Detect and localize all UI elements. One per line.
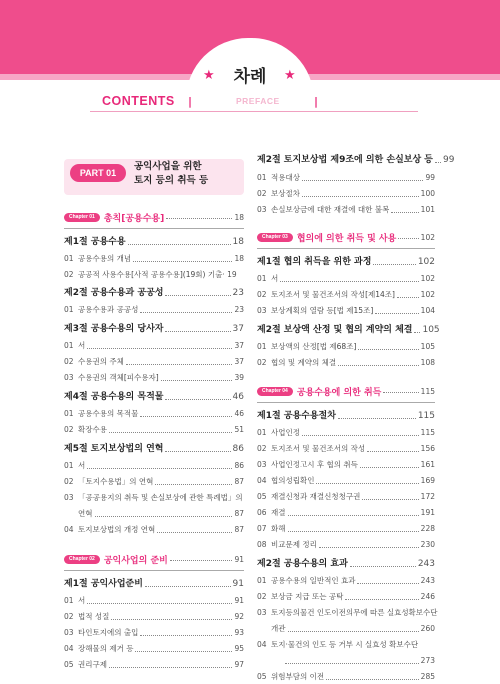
toc-item[interactable] <box>257 672 435 682</box>
item-number: 02 <box>64 425 74 434</box>
divider <box>64 228 244 229</box>
leader-dots <box>288 515 419 516</box>
page-number: 108 <box>420 358 435 367</box>
page-title: 차례 <box>233 67 267 87</box>
leader-dots <box>165 399 230 400</box>
leader-dots <box>145 586 231 587</box>
leader-dots <box>109 667 232 668</box>
leader-dots <box>398 238 418 239</box>
section-title: 제1절 공용수용절차 <box>257 411 336 421</box>
page-number: 191 <box>420 508 435 517</box>
part-title-line: 토지 등의 취득 등 <box>134 175 209 186</box>
page-number: 172 <box>420 492 435 501</box>
page-number: 18 <box>232 237 244 247</box>
toc-item[interactable] <box>257 444 435 454</box>
item-title: 재결신청과 재결신청청구권 <box>271 492 361 501</box>
toc-left-column <box>64 211 244 670</box>
item-number: 01 <box>257 342 267 351</box>
chapter-title: 공익사업의 준비 <box>103 555 168 566</box>
item-title: 연혁 <box>78 509 93 518</box>
leader-dots <box>285 663 419 664</box>
leader-dots <box>288 531 419 532</box>
item-number: 04 <box>257 476 267 485</box>
leader-dots <box>126 364 233 365</box>
divider <box>257 248 435 249</box>
divider <box>64 570 244 571</box>
leader-dots <box>383 392 418 393</box>
star-icon: ★ <box>203 68 215 83</box>
chapter-badge: Chapter 02 <box>64 555 100 564</box>
part-title-line: 공익사업을 위한 <box>134 161 202 172</box>
item-title: 공공적 사용수용[사적 공용수용](19회) 기출 <box>78 270 223 279</box>
item-number: 02 <box>257 444 267 453</box>
page-number: 102 <box>420 290 435 299</box>
item-number: 07 <box>257 524 267 533</box>
item-title: 재결 <box>271 508 286 517</box>
toc-chapter[interactable] <box>257 231 435 243</box>
page-number: 228 <box>420 524 435 533</box>
leader-dots <box>414 332 420 333</box>
page-number: 243 <box>420 576 435 585</box>
leader-dots <box>362 499 418 500</box>
page-number: 37 <box>234 341 244 350</box>
toc-item[interactable] <box>257 306 435 316</box>
item-number: 04 <box>64 525 74 534</box>
section-title: 제1절 공용수용 <box>64 237 126 247</box>
leader-dots <box>109 432 232 433</box>
page-number: 115 <box>420 428 435 437</box>
toc-item[interactable] <box>257 342 435 352</box>
item-number: 03 <box>64 628 74 637</box>
item-number: 02 <box>64 612 74 621</box>
item-title: 토지등의물건 인도이전의무에 따른 실효성확보수단 <box>271 608 438 617</box>
page-number: 99 <box>443 155 455 165</box>
item-title: 토지·물건의 인도 등 거부 시 실효성 확보수단 <box>271 640 419 649</box>
item-number: 03 <box>257 306 267 315</box>
item-number: 04 <box>64 644 74 653</box>
leader-dots <box>302 180 423 181</box>
item-title: 적용대상 <box>271 173 300 182</box>
item-title: 화해 <box>271 524 286 533</box>
leader-dots <box>166 218 232 219</box>
leader-dots <box>367 451 419 452</box>
leader-dots <box>87 468 232 469</box>
toc-chapter[interactable] <box>64 211 244 223</box>
toc-item[interactable] <box>64 409 244 419</box>
leader-dots <box>350 566 416 567</box>
item-number: 02 <box>64 477 74 486</box>
leader-dots <box>345 599 418 600</box>
leader-dots <box>360 467 419 468</box>
item-number: 01 <box>64 305 74 314</box>
page-number: 102 <box>420 232 435 242</box>
toc-item[interactable] <box>257 656 435 666</box>
item-title: 토지조서 및 물건조서의 작성[제14조] <box>271 290 395 299</box>
page-number: 18 <box>234 212 244 222</box>
chapter-title: 총칙[공용수용] <box>103 213 165 224</box>
leader-dots <box>140 312 232 313</box>
item-title: 확장수용 <box>78 425 107 434</box>
item-title: 비교문제 정리 <box>271 540 317 549</box>
chapter-title: 공용수용에 의한 취득 <box>296 387 382 398</box>
section-title: 제4절 공용수용의 목적물 <box>64 392 164 402</box>
item-title: 「공공용지의 취득 및 손실보상에 관한 특례법」의 <box>78 493 243 502</box>
item-number: 01 <box>257 274 267 283</box>
leader-dots <box>302 196 419 197</box>
item-title: 사업인정고시 후 협의 취득 <box>271 460 358 469</box>
item-title: 보상액의 산정[법 제68조] <box>271 342 357 351</box>
leader-dots <box>397 297 419 298</box>
page-number: 39 <box>234 373 244 382</box>
leader-dots <box>288 631 419 632</box>
toc-item[interactable] <box>64 612 244 622</box>
toc-item[interactable] <box>257 608 438 618</box>
page-number: 37 <box>234 357 244 366</box>
section-title: 제2절 토지보상법 제9조에 의한 손실보상 등 <box>257 155 433 165</box>
page-number: 87 <box>234 509 244 518</box>
item-number: 02 <box>64 357 74 366</box>
toc-item[interactable] <box>257 624 435 634</box>
section-title: 제2절 보상액 산정 및 협의 계약의 체결 <box>257 325 413 335</box>
item-title: 타인토지에의 출입 <box>78 628 139 637</box>
toc-item[interactable] <box>64 305 244 315</box>
item-title: 서 <box>271 274 279 283</box>
item-title: 개관 <box>271 624 286 633</box>
item-title: 공용수용의 개념 <box>78 254 132 263</box>
leader-dots <box>280 281 418 282</box>
leader-dots <box>140 635 232 636</box>
item-title: 보상계획의 열람 등[법 제15조] <box>271 306 374 315</box>
page-number: 102 <box>420 274 435 283</box>
page-number: 102 <box>417 257 435 267</box>
item-title: 수용권의 주체 <box>78 357 124 366</box>
toc-item[interactable] <box>257 460 435 470</box>
item-number: 01 <box>257 173 267 182</box>
item-title: 공용수용과 공공성 <box>78 305 139 314</box>
page-number: 91 <box>234 554 244 564</box>
leader-dots <box>435 162 441 163</box>
leader-dots <box>375 313 418 314</box>
item-number: 08 <box>257 540 267 549</box>
nav-preface[interactable]: PREFACE <box>236 96 280 106</box>
leader-dots <box>326 679 419 680</box>
item-title: 손실보상금에 대한 재결에 대한 불복 <box>271 205 390 214</box>
item-title: 토지보상법의 개정 연혁 <box>78 525 156 534</box>
leader-dots <box>391 212 418 213</box>
toc-item[interactable] <box>257 540 435 550</box>
toc-item[interactable] <box>257 358 435 368</box>
page-number: 161 <box>420 460 435 469</box>
item-number: 03 <box>257 608 267 617</box>
leader-dots <box>319 547 419 548</box>
toc-item[interactable] <box>257 476 435 486</box>
page-number: 104 <box>420 306 435 315</box>
toc-item[interactable] <box>64 425 244 435</box>
leader-dots <box>357 583 418 584</box>
toc-section[interactable] <box>257 411 435 421</box>
leader-dots <box>165 295 230 296</box>
item-number: 03 <box>64 373 74 382</box>
page-number: 156 <box>420 444 435 453</box>
page-number: 115 <box>417 411 435 421</box>
toc-item[interactable] <box>257 428 435 438</box>
page-number: 86 <box>234 461 244 470</box>
toc-item[interactable] <box>64 596 244 606</box>
page-number: 230 <box>420 540 435 549</box>
item-number: 01 <box>64 341 74 350</box>
item-number: 01 <box>64 409 74 418</box>
leader-dots <box>161 380 233 381</box>
toc-section[interactable] <box>257 155 455 165</box>
page-number: 99 <box>425 173 435 182</box>
nav-contents[interactable]: CONTENTS <box>102 94 175 108</box>
page-number: 51 <box>234 425 244 434</box>
section-title: 제2절 공용수용과 공공성 <box>64 288 164 298</box>
item-number: 02 <box>257 290 267 299</box>
toc-item[interactable] <box>257 508 435 518</box>
chapter-title: 협의에 의한 취득 및 사용 <box>296 233 397 244</box>
section-title: 제5절 토지보상법의 연혁 <box>64 444 164 454</box>
toc-chapter[interactable] <box>64 553 244 565</box>
page-number: 105 <box>420 342 435 351</box>
page-number: 23 <box>232 288 244 298</box>
item-number: 01 <box>257 576 267 585</box>
item-title: 협의성립확인 <box>271 476 315 485</box>
leader-dots <box>170 560 233 561</box>
item-title: 협의 및 계약의 체결 <box>271 358 337 367</box>
section-title: 제1절 공익사업준비 <box>64 579 143 589</box>
page-number: 92 <box>234 612 244 621</box>
item-title: 서 <box>78 596 86 605</box>
toc-section[interactable] <box>64 392 244 402</box>
item-title: 서 <box>78 461 86 470</box>
item-number: 02 <box>64 270 74 279</box>
item-title: 서 <box>78 341 86 350</box>
page-number: 18 <box>234 254 244 263</box>
page-number: 87 <box>234 525 244 534</box>
part-label: PART 01 <box>70 164 126 182</box>
toc-item[interactable] <box>64 341 244 351</box>
leader-dots <box>338 418 416 419</box>
item-number: 06 <box>257 508 267 517</box>
leader-dots <box>165 331 230 332</box>
page-number: 285 <box>420 672 435 681</box>
toc-section[interactable] <box>257 257 435 267</box>
item-title: 보상절차 <box>271 189 300 198</box>
section-title: 제2절 공용수용의 효과 <box>257 559 348 569</box>
page-number: 86 <box>232 444 244 454</box>
leader-dots <box>316 483 418 484</box>
toc-section[interactable] <box>257 325 440 335</box>
star-icon: ★ <box>284 68 296 83</box>
item-number: 01 <box>257 428 267 437</box>
toc-item[interactable] <box>257 290 435 300</box>
chapter-badge: Chapter 03 <box>257 233 293 242</box>
chapter-badge: Chapter 04 <box>257 387 293 396</box>
page-number: 260 <box>420 624 435 633</box>
page-number: 115 <box>420 386 435 396</box>
page-number: 101 <box>420 205 435 214</box>
leader-dots <box>165 451 230 452</box>
toc-section[interactable] <box>64 237 244 247</box>
item-number: 01 <box>64 596 74 605</box>
toc-item[interactable] <box>257 524 435 534</box>
chapter-badge: Chapter 01 <box>64 213 100 222</box>
page-number: 243 <box>417 559 435 569</box>
toc-item[interactable] <box>257 274 435 284</box>
toc-item[interactable] <box>257 640 435 650</box>
page-number: 46 <box>232 392 244 402</box>
page-number: 273 <box>420 656 435 665</box>
page-number: 46 <box>234 409 244 418</box>
part-title <box>134 160 244 188</box>
leader-dots <box>87 603 232 604</box>
item-title: 공용수용의 목적물 <box>78 409 139 418</box>
toc-item[interactable] <box>64 628 244 638</box>
leader-dots <box>302 435 419 436</box>
page-number: 169 <box>420 476 435 485</box>
toc-item[interactable] <box>257 189 435 199</box>
toc-item[interactable] <box>64 254 244 264</box>
toc-section[interactable] <box>64 444 244 454</box>
toc-section[interactable] <box>64 288 244 298</box>
page-number: 37 <box>232 324 244 334</box>
leader-dots <box>111 619 232 620</box>
item-number: 04 <box>257 640 267 649</box>
leader-dots <box>157 532 232 533</box>
nav-underline <box>90 111 418 112</box>
item-number: 02 <box>257 189 267 198</box>
leader-dots <box>140 416 232 417</box>
toc-item[interactable] <box>64 509 244 519</box>
toc-section[interactable] <box>64 579 244 589</box>
page-number: 93 <box>234 628 244 637</box>
divider <box>257 402 435 403</box>
item-number: 02 <box>257 592 267 601</box>
page-number: 105 <box>422 325 440 335</box>
item-number: 01 <box>64 254 74 263</box>
page-number: 95 <box>234 644 244 653</box>
toc-item[interactable] <box>64 373 244 383</box>
nav-separator: | <box>188 95 193 108</box>
leader-dots <box>135 651 232 652</box>
leader-dots <box>155 484 232 485</box>
toc-item[interactable] <box>64 357 244 367</box>
leader-dots <box>87 348 232 349</box>
page-number: 23 <box>234 305 244 314</box>
nav-separator: | <box>314 95 319 108</box>
item-number: 05 <box>257 492 267 501</box>
leader-dots <box>373 264 415 265</box>
page-number: 100 <box>420 189 435 198</box>
page-number: 87 <box>234 477 244 486</box>
section-title: 제3절 공용수용의 당사자 <box>64 324 164 334</box>
toc-section[interactable] <box>64 324 244 334</box>
toc-item[interactable] <box>257 492 435 502</box>
item-title: 법적 성질 <box>78 612 110 621</box>
item-number: 05 <box>64 660 74 669</box>
item-number: 05 <box>257 672 267 681</box>
toc-chapter[interactable] <box>257 385 435 397</box>
item-title: 권리구제 <box>78 660 107 669</box>
toc-item[interactable] <box>64 644 244 654</box>
item-number: 03 <box>257 205 267 214</box>
item-title: 장해물의 제거 등 <box>78 644 134 653</box>
leader-dots <box>95 516 233 517</box>
toc-item[interactable] <box>257 173 435 183</box>
toc-item[interactable] <box>64 477 244 487</box>
item-title: 사업인정 <box>271 428 300 437</box>
page-number: 91 <box>234 596 244 605</box>
toc-item[interactable] <box>257 592 435 602</box>
item-number: 03 <box>64 493 74 502</box>
item-title: 공용수용의 일반적인 효과 <box>271 576 356 585</box>
item-number: 02 <box>257 358 267 367</box>
item-number: 03 <box>257 460 267 469</box>
toc-section[interactable] <box>257 559 435 569</box>
toc-item[interactable] <box>257 205 435 215</box>
item-title: 보상금 지급 또는 공탁 <box>271 592 344 601</box>
leader-dots <box>338 365 419 366</box>
section-title: 제1절 협의 취득을 위한 과정 <box>257 257 372 267</box>
leader-dots <box>358 349 418 350</box>
item-title: 「토지수용법」의 연혁 <box>78 477 154 486</box>
page-number: 91 <box>232 579 244 589</box>
page-number: · 19 <box>222 270 236 280</box>
toc-right-column <box>257 155 455 682</box>
page-number: 97 <box>234 660 244 669</box>
toc-item[interactable] <box>64 270 244 280</box>
toc-item[interactable] <box>64 525 244 535</box>
toc-item[interactable] <box>64 461 244 471</box>
toc-item[interactable] <box>257 576 435 586</box>
leader-dots <box>128 244 231 245</box>
toc-item[interactable] <box>64 660 244 670</box>
item-title: 수용권의 객체[피수용자] <box>78 373 159 382</box>
toc-item[interactable] <box>64 493 244 503</box>
item-title: 토지조서 및 물건조서의 작성 <box>271 444 366 453</box>
page-number: 246 <box>420 592 435 601</box>
leader-dots <box>133 261 232 262</box>
item-title: 위험부담의 이전 <box>271 672 325 681</box>
item-number: 01 <box>64 461 74 470</box>
